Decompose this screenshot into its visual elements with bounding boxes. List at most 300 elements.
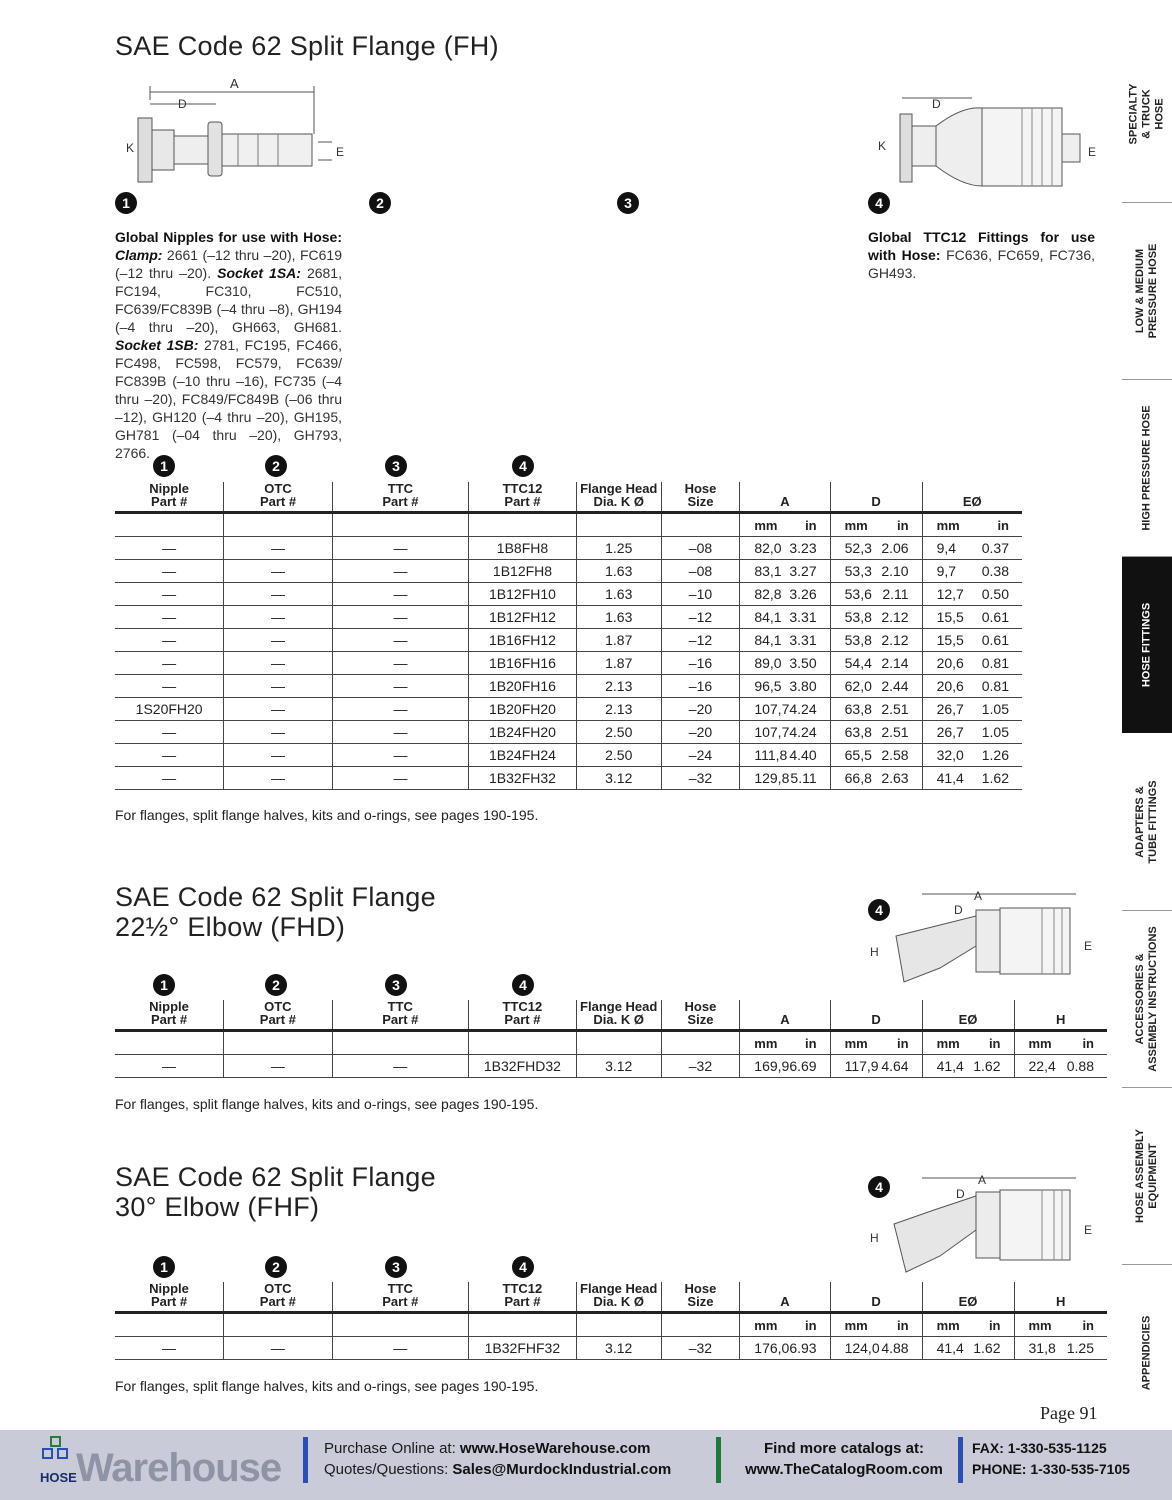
dim-d-cell xyxy=(830,744,922,767)
table-row xyxy=(115,537,1022,560)
dim-d-cell xyxy=(830,698,922,721)
dim-e-cell-in: 1.26 xyxy=(981,747,1009,763)
table-row xyxy=(115,629,1022,652)
fhd-spec-table xyxy=(115,1000,1107,1078)
ttc-part-cell: — xyxy=(332,652,468,675)
flange-head-cell: 2.13 xyxy=(576,675,661,698)
dim-e-cell-mm: 9,7 xyxy=(936,563,957,579)
dim-e-cell xyxy=(922,652,1022,675)
hose-size-cell: –16 xyxy=(661,652,740,675)
ttc-part-cell: — xyxy=(332,744,468,767)
dim-h-label: H xyxy=(870,945,879,959)
badge-ttc-col: 3 xyxy=(385,455,407,477)
col-ttc12: TTC12 Part # xyxy=(469,482,577,513)
hose-size-cell: –08 xyxy=(661,537,740,560)
nipple-part-cell: — xyxy=(115,583,224,606)
col-d: D xyxy=(830,1000,922,1031)
otc-part-cell: — xyxy=(224,629,333,652)
flange-head-cell: 2.50 xyxy=(576,744,661,767)
dim-d-cell xyxy=(830,560,922,583)
tab-accessories-assembly-instructions[interactable]: ACCESSORIES & ASSEMBLY INSTRUCTIONS xyxy=(1122,911,1172,1088)
tab-appendicies[interactable]: APPENDICIES xyxy=(1140,1315,1153,1391)
dim-h-cell-in: 0.88 xyxy=(1066,1058,1094,1074)
dim-e-cell-in: 0.61 xyxy=(981,609,1009,625)
otc-part-cell: — xyxy=(224,537,333,560)
flange-head-cell: 1.63 xyxy=(576,606,661,629)
hose-size-cell: –12 xyxy=(661,606,740,629)
dim-a-cell-mm: 84,1 xyxy=(754,609,782,625)
dim-a-cell xyxy=(740,721,830,744)
dim-d-cell-in: 2.10 xyxy=(881,563,909,579)
dim-a-cell-mm: 107,7 xyxy=(754,724,790,740)
dim-e-cell xyxy=(922,698,1022,721)
dim-e-cell-mm: 15,5 xyxy=(936,609,964,625)
dim-d-cell xyxy=(830,1055,922,1078)
dim-a-cell-in: 3.31 xyxy=(789,609,817,625)
ttc-part-cell: — xyxy=(332,698,468,721)
dim-d-cell-in: 2.12 xyxy=(881,632,909,648)
col-nipple: Nipple Part # xyxy=(115,1282,224,1313)
dim-e-cell-in: 1.05 xyxy=(981,701,1009,717)
otc-part-cell: — xyxy=(224,560,333,583)
dim-e-cell-mm: 41,4 xyxy=(936,1058,964,1074)
footer-catalog-block xyxy=(736,1438,952,1480)
dim-e-label: E xyxy=(1088,145,1097,159)
dim-d-cell-mm: 54,4 xyxy=(844,655,872,671)
ttc12-part-cell: 1B24FH20 xyxy=(469,721,577,744)
dim-e-cell-mm: 26,7 xyxy=(936,724,964,740)
otc-part-cell: — xyxy=(224,721,333,744)
otc-part-cell: — xyxy=(224,652,333,675)
dim-a-cell xyxy=(740,606,830,629)
dim-d-cell xyxy=(830,721,922,744)
flange-head-cell: 2.50 xyxy=(576,721,661,744)
hose-size-cell: –24 xyxy=(661,744,740,767)
section3-title-line1: SAE Code 62 Split Flange xyxy=(115,1162,436,1192)
dim-e-cell-in: 0.38 xyxy=(981,563,1009,579)
footer-divider xyxy=(303,1437,308,1483)
logo-hose-text: HOSE xyxy=(40,1470,77,1485)
flange-head-cell: 1.63 xyxy=(576,583,661,606)
dim-d-cell xyxy=(830,606,922,629)
dim-k-label: K xyxy=(126,141,135,155)
dim-e-cell xyxy=(922,606,1022,629)
dim-e-cell xyxy=(922,1337,1014,1360)
dim-d-cell xyxy=(830,537,922,560)
nipple-part-cell: — xyxy=(115,606,224,629)
section3-title-line2: 30° Elbow (FHF) xyxy=(115,1192,320,1222)
dim-e-cell-in: 1.05 xyxy=(981,724,1009,740)
section2-title-line2: 22½° Elbow (FHD) xyxy=(115,912,346,942)
dim-e-cell-mm: 41,4 xyxy=(936,770,964,786)
hose-size-cell: –08 xyxy=(661,560,740,583)
dim-a-cell-in: 5.11 xyxy=(790,770,817,786)
phone-number: PHONE: 1-330-535-7105 xyxy=(972,1461,1130,1477)
badge-ttc12-col: 4 xyxy=(512,974,534,996)
ttc12-part-cell: 1B32FHF32 xyxy=(468,1337,576,1360)
dim-e-cell-in: 0.81 xyxy=(981,655,1009,671)
footer-contact-block xyxy=(324,1438,671,1480)
ttc12-compatibility-text xyxy=(868,228,1095,282)
table-row xyxy=(115,744,1022,767)
ttc12-heading: Global TTC12 Fittings for use with Hose: xyxy=(868,229,1095,263)
dim-d-label: D xyxy=(954,903,963,917)
dim-a-cell-mm: 82,0 xyxy=(754,540,782,556)
col-otc: OTC Part # xyxy=(224,1282,333,1313)
badge-ttc12-elbow-fhd: 4 xyxy=(868,899,890,921)
dim-d-cell xyxy=(830,675,922,698)
dim-d-cell-in: 4.64 xyxy=(881,1058,909,1074)
section1-note: For flanges, split flange halves, kits and o-rings, see pages 190-195. xyxy=(115,807,539,823)
dim-d-cell-mm: 53,6 xyxy=(844,586,872,602)
dim-d-cell-mm: 63,8 xyxy=(844,701,872,717)
col-a: A xyxy=(740,1000,830,1031)
dim-e-label: E xyxy=(1084,1223,1093,1237)
dim-a-cell-in: 3.80 xyxy=(789,678,817,694)
hose-size-cell: –32 xyxy=(661,767,740,790)
footer-phone-block xyxy=(972,1438,1130,1480)
table-row xyxy=(115,721,1022,744)
nipple-part-cell: — xyxy=(115,1337,224,1360)
table-row xyxy=(115,606,1022,629)
dim-a-label: A xyxy=(230,76,239,91)
ttc12-fitting-drawing xyxy=(872,90,1104,192)
dim-a-cell xyxy=(740,1337,830,1360)
fhf-spec-table xyxy=(115,1282,1107,1360)
dim-e-cell xyxy=(922,721,1022,744)
quotes-label: Quotes/Questions: xyxy=(324,1461,453,1478)
dim-d-cell-in: 2.58 xyxy=(881,747,909,763)
footer-divider xyxy=(716,1437,721,1483)
clamp-label: Clamp: xyxy=(115,247,163,263)
dim-a-cell xyxy=(740,675,830,698)
otc-part-cell: — xyxy=(224,767,333,790)
ttc12-part-cell: 1B12FH8 xyxy=(469,560,577,583)
col-ttc: TTC Part # xyxy=(332,482,468,513)
dim-e-cell-in: 1.62 xyxy=(973,1340,1001,1356)
footer-bar xyxy=(0,1430,1172,1500)
col-a: A xyxy=(740,1282,830,1313)
nipple-part-cell: 1S20FH20 xyxy=(115,698,224,721)
hose-size-cell: –16 xyxy=(661,675,740,698)
otc-part-cell: — xyxy=(224,1337,333,1360)
dim-d-cell-in: 2.51 xyxy=(881,701,909,717)
dim-a-cell xyxy=(740,767,830,790)
col-hose-size: Hose Size xyxy=(661,482,740,513)
dim-a-cell-mm: 169,9 xyxy=(754,1058,790,1074)
dim-d-cell-mm: 53,3 xyxy=(844,563,872,579)
dim-a-cell-mm: 84,1 xyxy=(754,632,782,648)
flange-head-cell: 2.13 xyxy=(576,698,661,721)
dim-d-cell-in: 2.51 xyxy=(881,724,909,740)
nipple-part-cell: — xyxy=(115,537,224,560)
dim-d-cell-mm: 66,8 xyxy=(844,770,872,786)
col-ttc12: TTC12 Part # xyxy=(468,1282,576,1313)
dim-a-cell xyxy=(740,537,830,560)
ttc-part-cell: — xyxy=(332,629,468,652)
otc-part-cell: — xyxy=(224,583,333,606)
dim-d-cell xyxy=(830,767,922,790)
dim-e-cell-in: 0.81 xyxy=(981,678,1009,694)
badge-ttc12-col: 4 xyxy=(512,1256,534,1278)
dim-d-cell-mm: 124,0 xyxy=(844,1340,880,1356)
col-ttc12: TTC12 Part # xyxy=(468,1000,576,1031)
dim-h-cell xyxy=(1014,1337,1107,1360)
dim-a-label: A xyxy=(978,1173,987,1187)
col-h: H xyxy=(1014,1282,1107,1313)
dim-d-cell-in: 2.63 xyxy=(881,770,909,786)
dim-d-cell xyxy=(830,629,922,652)
elbow-22-fitting-drawing xyxy=(866,886,1100,990)
dim-a-cell-mm: 176,0 xyxy=(754,1340,790,1356)
table-row xyxy=(115,652,1022,675)
badge-nipple-col: 1 xyxy=(153,455,175,477)
dim-a-cell-mm: 83,1 xyxy=(754,563,782,579)
dim-h-cell-in: 1.25 xyxy=(1066,1340,1094,1356)
dim-e-cell-in: 0.61 xyxy=(981,632,1009,648)
table-row xyxy=(115,767,1022,790)
dim-e-cell xyxy=(922,583,1022,606)
hose-size-cell: –10 xyxy=(661,583,740,606)
hose-size-cell: –32 xyxy=(661,1337,740,1360)
dim-e-cell-in: 1.62 xyxy=(973,1058,1001,1074)
dim-e-cell-mm: 9,4 xyxy=(936,540,957,556)
dim-e-cell xyxy=(922,537,1022,560)
badge-ttc12-col: 4 xyxy=(512,455,534,477)
section2-note: For flanges, split flange halves, kits and o-rings, see pages 190-195. xyxy=(115,1096,539,1112)
hose-size-cell: –12 xyxy=(661,629,740,652)
dim-a-cell-in: 4.40 xyxy=(789,747,817,763)
dim-a-cell-in: 3.27 xyxy=(789,563,817,579)
col-otc: OTC Part # xyxy=(224,1000,333,1031)
dim-e-cell-mm: 20,6 xyxy=(936,678,964,694)
page-number: Page 91 xyxy=(1040,1403,1098,1423)
table-row xyxy=(115,583,1022,606)
col-flange-head: Flange Head Dia. K Ø xyxy=(576,1282,661,1313)
badge-ttc12: 4 xyxy=(868,192,890,214)
purchase-label: Purchase Online at: xyxy=(324,1440,460,1457)
section3-note: For flanges, split flange halves, kits and o-rings, see pages 190-195. xyxy=(115,1378,539,1394)
badge-ttc-col: 3 xyxy=(385,974,407,996)
dim-d-cell-mm: 65,5 xyxy=(844,747,872,763)
nipple-part-cell: — xyxy=(115,721,224,744)
badge-nipple: 1 xyxy=(115,192,137,214)
clamp-text: 2661 (–12 thru –20), FC619 (–12 thru –20). xyxy=(115,247,342,281)
dim-a-cell-in: 4.24 xyxy=(789,701,817,717)
table-row xyxy=(115,675,1022,698)
dim-a-cell-mm: 96,5 xyxy=(754,678,782,694)
ttc-part-cell: — xyxy=(332,675,468,698)
ttc12-part-cell: 1B8FH8 xyxy=(469,537,577,560)
logo-warehouse-text: Warehouse xyxy=(76,1446,282,1490)
ttc-part-cell: — xyxy=(332,537,468,560)
dim-d-cell-in: 2.44 xyxy=(881,678,909,694)
dim-a-cell-in: 4.24 xyxy=(789,724,817,740)
dim-a-cell-in: 3.26 xyxy=(789,586,817,602)
dim-e-cell xyxy=(922,767,1022,790)
nipple-part-cell: — xyxy=(115,652,224,675)
col-d: D xyxy=(830,1282,922,1313)
dim-e-cell-mm: 41,4 xyxy=(936,1340,964,1356)
otc-part-cell: — xyxy=(224,606,333,629)
otc-part-cell: — xyxy=(224,698,333,721)
flange-head-cell: 1.87 xyxy=(576,629,661,652)
dim-e-cell xyxy=(922,1055,1014,1078)
col-hose-size: Hose Size xyxy=(661,1282,740,1313)
units-row: mm in mm in mm in xyxy=(115,513,1022,537)
socket-1sa-text: 2681, FC194, FC310, FC510, FC639/FC839B (–4 thru –8), GH194 (–4 thru –20), GH663, GH681. xyxy=(115,265,342,335)
col-flange-head: Flange Head Dia. K Ø xyxy=(576,482,661,513)
dim-e-cell-mm: 32,0 xyxy=(936,747,964,763)
dim-d-cell-mm: 53,8 xyxy=(844,609,872,625)
dim-e-cell-in: 0.50 xyxy=(981,586,1009,602)
dim-d-label: D xyxy=(932,97,941,111)
flange-head-cell: 1.63 xyxy=(576,560,661,583)
ttc12-part-cell: 1B16FH16 xyxy=(469,652,577,675)
ttc12-part-cell: 1B12FH10 xyxy=(469,583,577,606)
dim-e-cell xyxy=(922,629,1022,652)
col-a: A xyxy=(740,482,830,513)
dim-e-cell xyxy=(922,560,1022,583)
flange-head-cell: 1.25 xyxy=(576,537,661,560)
col-hose-size: Hose Size xyxy=(661,1000,740,1031)
catalogs-link[interactable]: www.TheCatalogRoom.com xyxy=(745,1461,943,1478)
hose-size-cell: –20 xyxy=(661,698,740,721)
flange-head-cell: 1.87 xyxy=(576,652,661,675)
ttc-part-cell: — xyxy=(332,606,468,629)
dim-a-label: A xyxy=(974,889,983,903)
col-d: D xyxy=(830,482,922,513)
dim-h-label: H xyxy=(870,1231,879,1245)
otc-part-cell: — xyxy=(224,1055,333,1078)
dim-e-label: E xyxy=(1084,939,1093,953)
ttc12-part-cell: 1B20FH20 xyxy=(469,698,577,721)
dim-d-label: D xyxy=(956,1187,965,1201)
dim-h-cell xyxy=(1014,1055,1107,1078)
badge-ttc-col: 3 xyxy=(385,1256,407,1278)
dim-d-cell-in: 2.06 xyxy=(881,540,909,556)
section1-title: SAE Code 62 Split Flange (FH) xyxy=(115,31,499,61)
ttc-part-cell: — xyxy=(332,721,468,744)
purchase-link[interactable]: www.HoseWarehouse.com xyxy=(459,1440,651,1457)
col-otc: OTC Part # xyxy=(224,482,333,513)
tab-hose-assembly-equipment[interactable]: HOSE ASSEMBLY EQUIPMENT xyxy=(1122,1088,1172,1265)
nipple-part-cell: — xyxy=(115,1055,224,1078)
straight-fitting-drawing xyxy=(118,74,350,192)
table-row xyxy=(115,1337,1107,1360)
dim-d-label: D xyxy=(178,97,187,111)
dim-a-cell xyxy=(740,629,830,652)
badge-otc-col: 2 xyxy=(265,1256,287,1278)
fh-spec-table xyxy=(115,482,1022,790)
badge-otc: 2 xyxy=(369,192,391,214)
ttc12-list: FC636, FC659, FC736, GH493. xyxy=(868,247,1095,281)
dim-d-cell xyxy=(830,583,922,606)
nipple-part-cell: — xyxy=(115,560,224,583)
dim-d-cell-in: 2.14 xyxy=(881,655,909,671)
col-nipple: Nipple Part # xyxy=(115,1000,224,1031)
dim-e-cell-in: 0.37 xyxy=(981,540,1009,556)
tab-low-medium-pressure-hose[interactable]: LOW & MEDIUM PRESSURE HOSE xyxy=(1122,203,1172,380)
dim-d-cell-mm: 53,8 xyxy=(844,632,872,648)
nipple-part-cell: — xyxy=(115,629,224,652)
dim-e-cell xyxy=(922,675,1022,698)
section2-title-line1: SAE Code 62 Split Flange xyxy=(115,882,436,912)
col-h: H xyxy=(1014,1000,1107,1031)
fax-number: FAX: 1-330-535-1125 xyxy=(972,1440,1107,1456)
badge-nipple-col: 1 xyxy=(153,974,175,996)
dim-a-cell-mm: 82,8 xyxy=(754,586,782,602)
tab-specialty-truck-hose[interactable]: SPECIALTY & TRUCK HOSE xyxy=(1122,26,1172,203)
dim-d-cell-mm: 117,9 xyxy=(844,1058,879,1074)
tab-adapters-tube-fittings[interactable]: ADAPTERS & TUBE FITTINGS xyxy=(1122,734,1172,911)
socket-1sb-label: Socket 1SB: xyxy=(115,337,199,353)
dim-e-cell-in: 1.62 xyxy=(981,770,1009,786)
flange-head-cell: 3.12 xyxy=(576,1337,661,1360)
nipple-part-cell: — xyxy=(115,744,224,767)
units-row: mm in mm in mm in mm in xyxy=(115,1313,1107,1337)
quotes-email-link[interactable]: Sales@MurdockIndustrial.com xyxy=(452,1461,672,1478)
nipples-heading: Global Nipples for use with Hose: xyxy=(115,229,342,245)
tab-high-pressure-hose[interactable]: HIGH PRESSURE HOSE xyxy=(1122,380,1172,557)
dim-e-label: E xyxy=(336,145,345,159)
elbow-30-fitting-drawing xyxy=(866,1168,1100,1278)
ttc-part-cell: — xyxy=(332,583,468,606)
badge-otc-col: 2 xyxy=(265,974,287,996)
ttc-part-cell: — xyxy=(332,1337,468,1360)
dim-a-cell-in: 3.50 xyxy=(789,655,817,671)
dim-e-cell-mm: 12,7 xyxy=(936,586,964,602)
badge-ttc: 3 xyxy=(617,192,639,214)
ttc12-part-cell: 1B16FH12 xyxy=(469,629,577,652)
dim-e-cell-mm: 26,7 xyxy=(936,701,964,717)
table-row xyxy=(115,560,1022,583)
nipples-compatibility-text xyxy=(115,228,342,462)
otc-part-cell: — xyxy=(224,675,333,698)
dim-d-cell-mm: 52,3 xyxy=(844,540,872,556)
dim-e-cell-mm: 20,6 xyxy=(936,655,964,671)
dim-e-cell xyxy=(922,744,1022,767)
badge-nipple-col: 1 xyxy=(153,1256,175,1278)
flange-head-cell: 3.12 xyxy=(576,767,661,790)
units-row: mm in mm in mm in mm in xyxy=(115,1031,1107,1055)
dim-d-cell-mm: 62,0 xyxy=(844,678,872,694)
col-e: EØ xyxy=(922,482,1022,513)
dim-e-cell-mm: 15,5 xyxy=(936,632,964,648)
ttc12-part-cell: 1B32FHD32 xyxy=(468,1055,576,1078)
dim-a-cell-mm: 111,8 xyxy=(754,747,788,763)
ttc-part-cell: — xyxy=(332,1055,468,1078)
table-row xyxy=(115,698,1022,721)
badge-otc-col: 2 xyxy=(265,455,287,477)
dim-d-cell-in: 2.11 xyxy=(882,586,909,602)
dim-d-cell xyxy=(830,1337,922,1360)
col-ttc: TTC Part # xyxy=(332,1282,468,1313)
otc-part-cell: — xyxy=(224,744,333,767)
ttc-part-cell: — xyxy=(332,560,468,583)
flange-head-cell: 3.12 xyxy=(576,1055,661,1078)
dim-a-cell xyxy=(740,583,830,606)
dim-a-cell-mm: 89,0 xyxy=(754,655,782,671)
dim-a-cell-in: 3.23 xyxy=(789,540,817,556)
dim-a-cell-mm: 129,8 xyxy=(754,770,790,786)
dim-a-cell-in: 6.69 xyxy=(789,1058,817,1074)
tab-hose-fittings[interactable]: HOSE FITTINGS xyxy=(1122,557,1172,733)
hose-size-cell: –20 xyxy=(661,721,740,744)
ttc12-part-cell: 1B12FH12 xyxy=(469,606,577,629)
dim-a-cell xyxy=(740,652,830,675)
col-flange-head: Flange Head Dia. K Ø xyxy=(576,1000,661,1031)
